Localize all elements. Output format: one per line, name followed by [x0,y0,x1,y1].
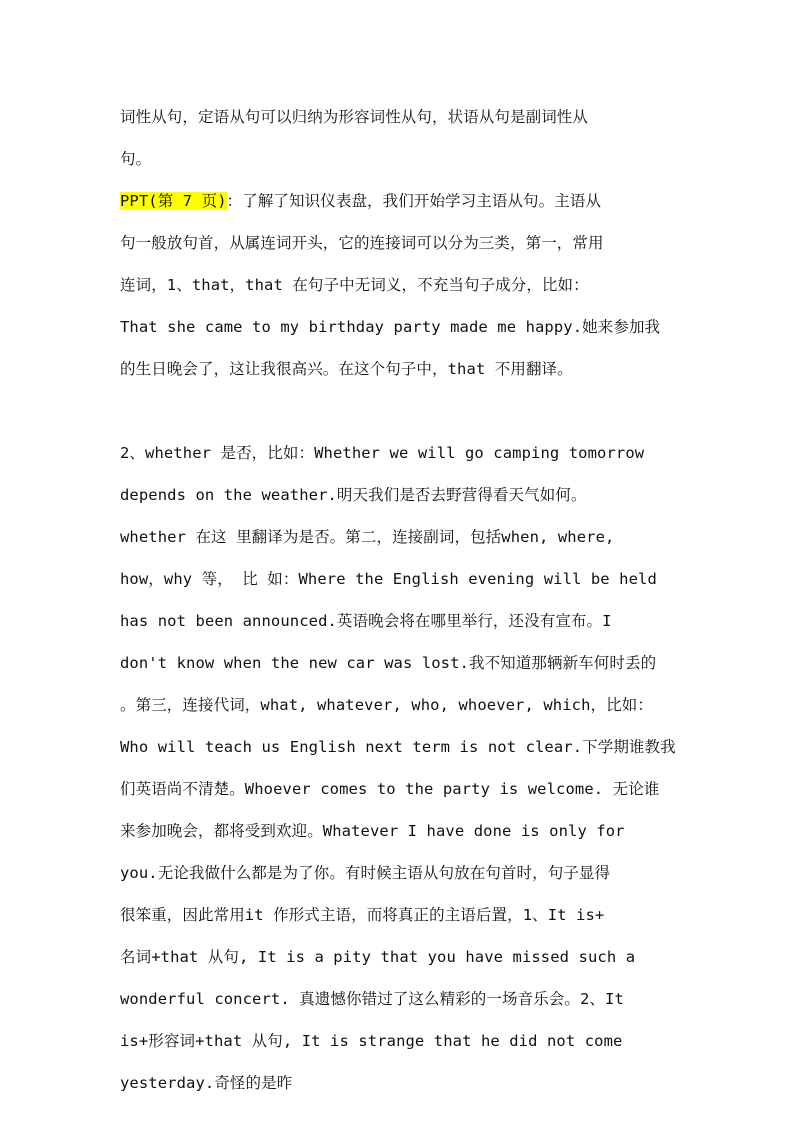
text-line: yesterday.奇怪的是昨 [120,1074,293,1092]
text-line: PPT(第 7 页)：了解了知识仪表盘，我们开始学习主语从句。主语从 [120,192,602,210]
text-line: 的生日晚会了，这让我很高兴。在这个句子中，that 不用翻译。 [120,360,573,378]
text-line: 很笨重，因此常用it 作形式主语，而将真正的主语后置，1、It is+ [120,906,605,924]
text-line: you.无论我做什么都是为了你。有时候主语从句放在句首时，句子显得 [120,864,611,882]
text-line: has not been announced.英语晚会将在哪里举行，还没有宣布。I [120,612,612,630]
text-line: how，why 等， 比 如：Where the English evening will be held [120,570,657,588]
text-line: 词性从句，定语从句可以归纳为形容词性从句，状语从句是副词性从 [120,108,589,126]
text-line: Who will teach us English next term is not clear.下学期谁教我 [120,738,676,756]
text-line: 们英语尚不清楚。Whoever comes to the party is welcome. 无论谁 [120,780,660,798]
text-line: 来参加晚会，都将受到欢迎。Whatever I have done is only for [120,822,625,840]
document-body [120,96,686,1104]
text-line: is+形容词+that 从句, It is strange that he did not come [120,1032,623,1050]
text-line: don't know when the new car was lost.我不知道那辆新车何时丢的 [120,654,657,672]
highlighted-slide-reference: PPT(第 7 页) [120,192,227,210]
text-line: whether 在这 里翻译为是否。第二，连接副词，包括when, where, [120,528,615,546]
text-line: 名词+that 从句, It is a pity that you have missed such a [120,948,636,966]
text-line: 连词，1、that，that 在句子中无词义，不充当句子成分，比如： [120,276,589,294]
text-line: 。第三，连接代词，what, whatever, who, whoever, which，比如： [120,696,653,714]
text-line: That she came to my birthday party made me happy.她来参加我 [120,318,661,336]
text-line: 句一般放句首，从属连词开头，它的连接词可以分为三类，第一，常用 [120,234,604,252]
text-line: 2、whether 是否，比如：Whether we will go camping tomorrow [120,444,645,462]
blank-line [120,390,686,432]
text-line: wonderful concert. 真遗憾你错过了这么精彩的一场音乐会。2、It [120,990,624,1008]
text-line: 句。 [120,150,152,168]
text-line: depends on the weather.明天我们是否去野营得看天气如何。 [120,486,587,504]
